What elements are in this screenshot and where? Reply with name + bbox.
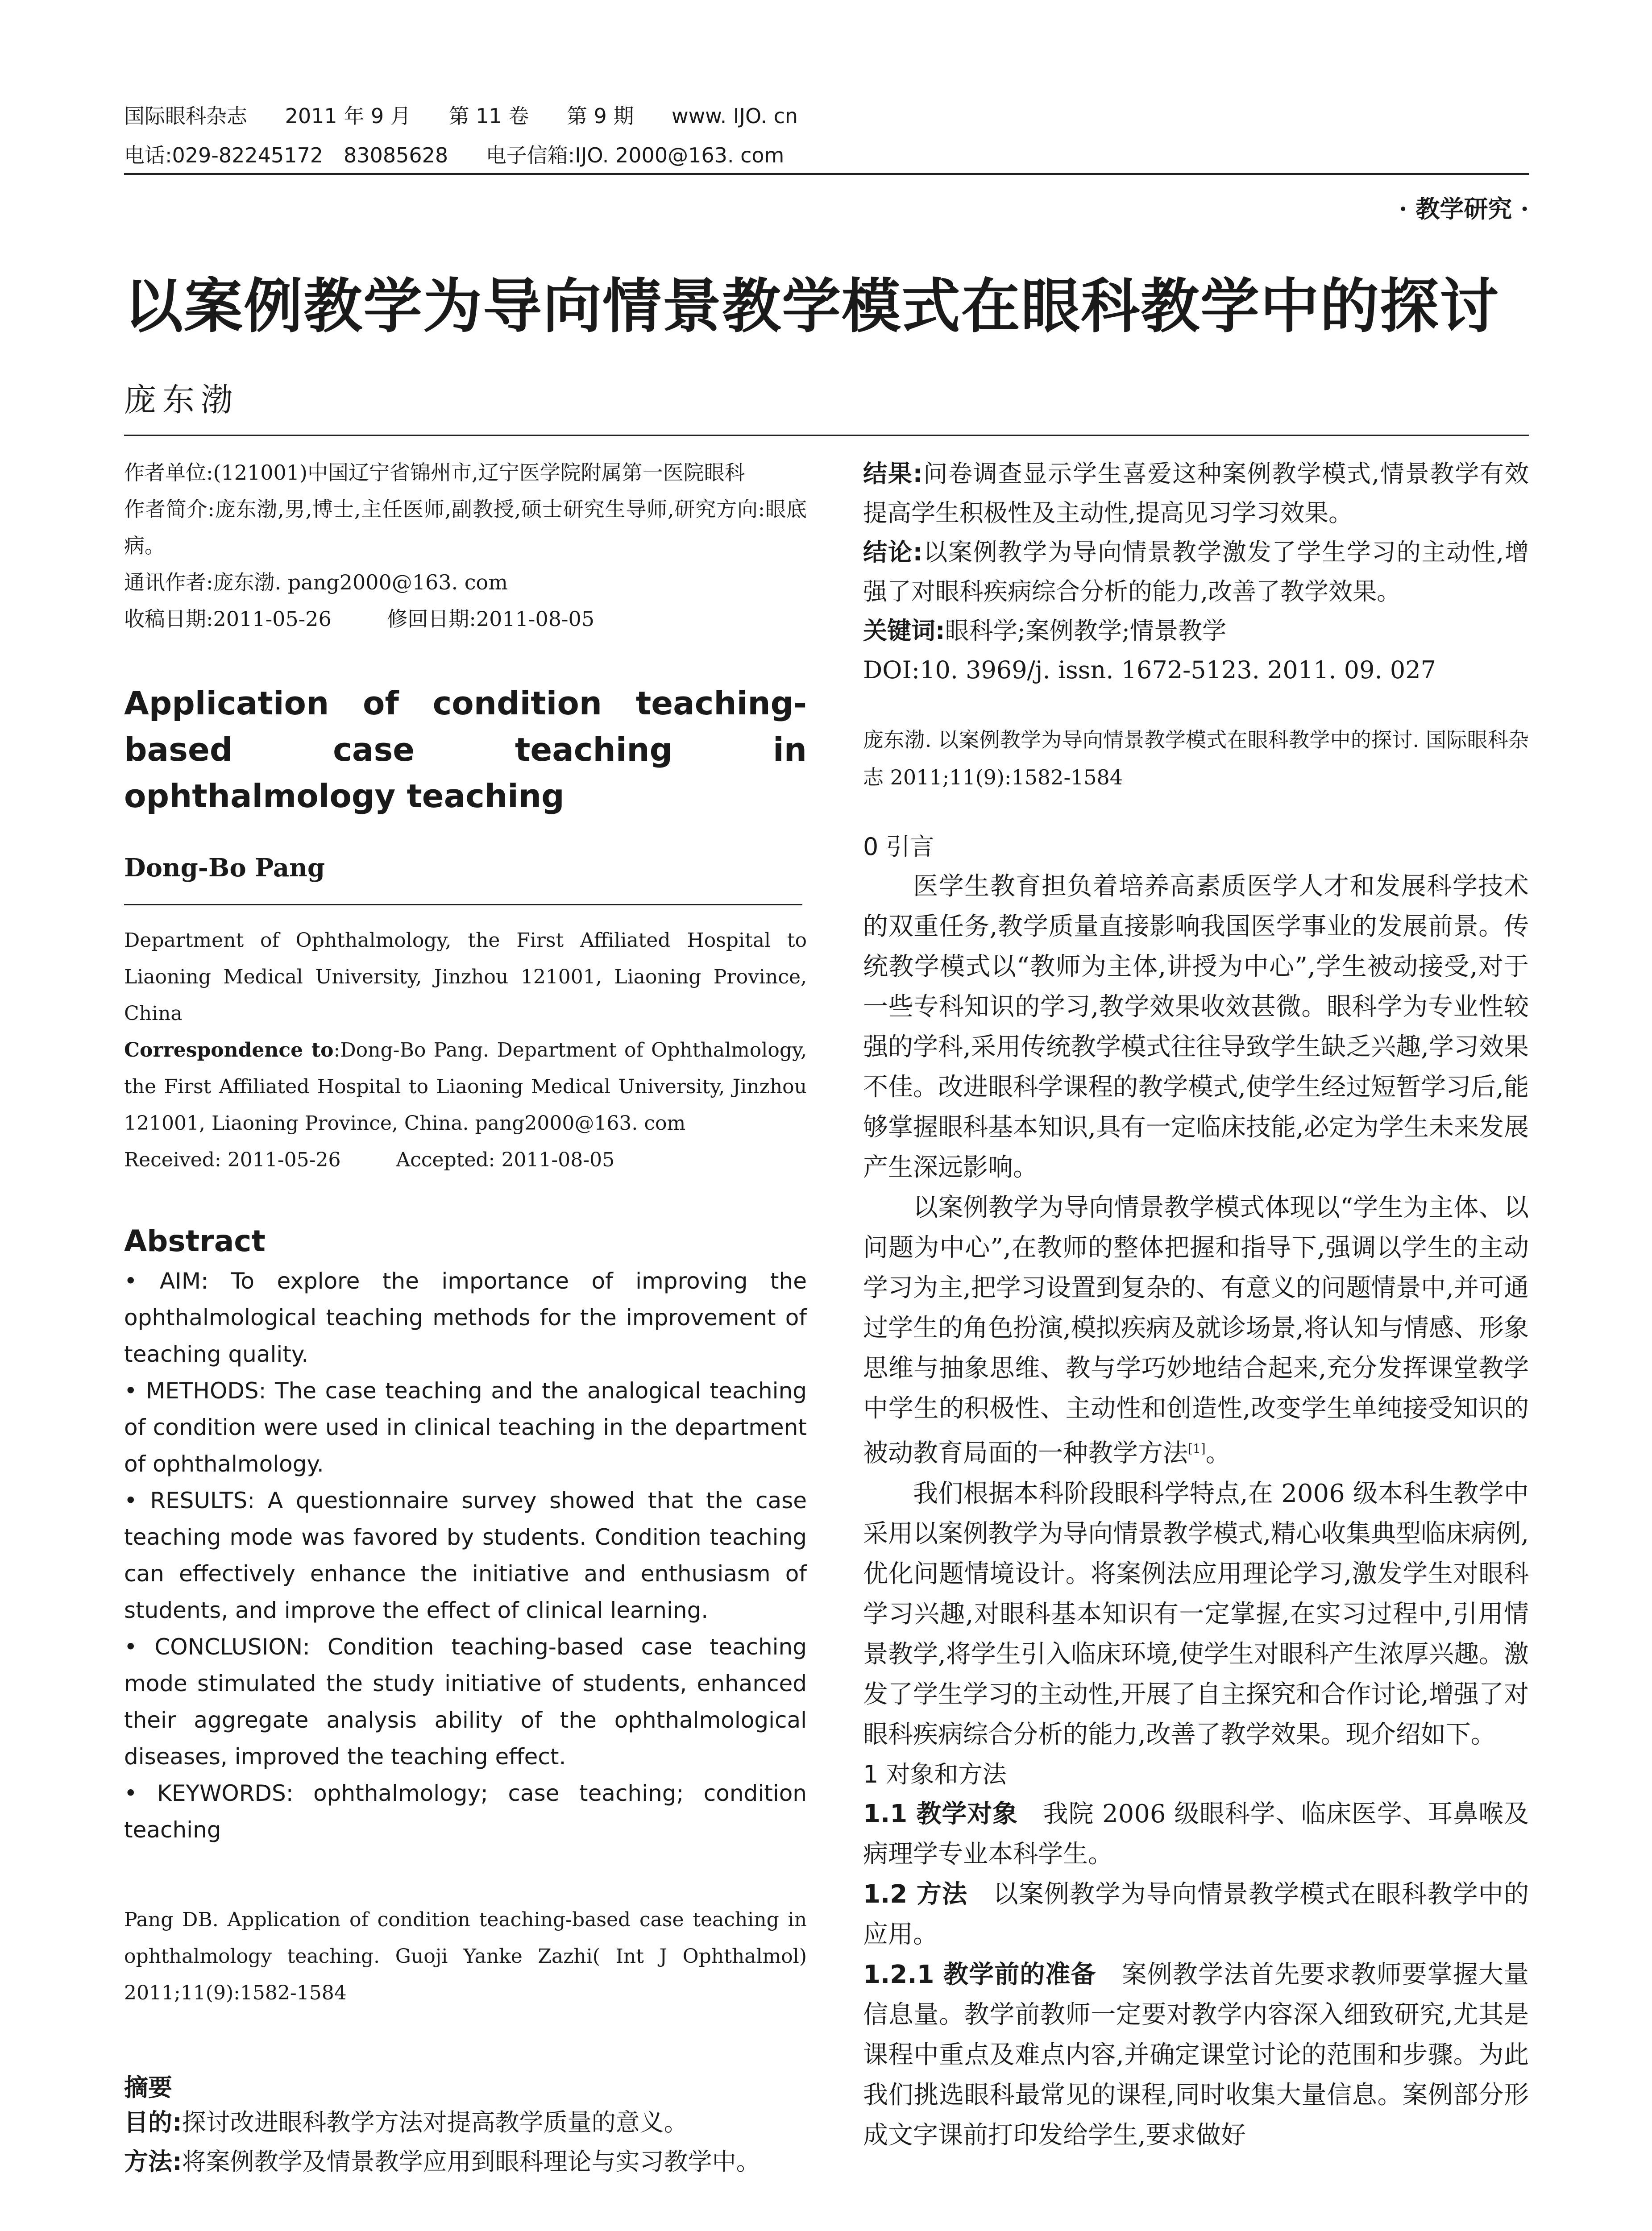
section-tag: · 教学研究 · xyxy=(1399,195,1529,223)
english-rule xyxy=(124,904,802,905)
cn-author-info xyxy=(124,454,807,637)
cn-keywords-label: 关键词: xyxy=(863,617,945,645)
abstract-methods: • METHODS: The case teaching and the analogical teaching of condition were used in clinical teaching in the department of ophthalmology. xyxy=(124,1378,807,1477)
header-rule xyxy=(124,173,1529,175)
english-title: Application of condition teaching-based case teaching in ophthalmology teaching xyxy=(124,684,807,815)
abstract-keywords: • KEYWORDS: ophthalmology; case teaching; condition teaching xyxy=(124,1780,807,1843)
phone: 电话:029-82245172 83085628 xyxy=(124,143,448,167)
english-dates xyxy=(124,1142,807,1178)
section-1-2-1-label: 1.2.1 教学前的准备 xyxy=(863,1960,1096,1989)
cn-conclusion-label: 结论: xyxy=(863,538,923,566)
section-1-1 xyxy=(863,1794,1529,1874)
english-received: Received: 2011-05-26 xyxy=(124,1149,341,1171)
title-rule xyxy=(124,435,1529,436)
correspondence-text: :Dong-Bo Pang. Department of Ophthalmology, the First Affiliated Hospital to Liaoning Medical University, Jinzhou 121001, Liaoning Province, China. pang2000@163. com xyxy=(124,1039,807,1135)
cn-affiliation: 作者单位:(121001)中国辽宁省锦州市,辽宁医学院附属第一医院眼科 xyxy=(124,460,745,485)
left-column xyxy=(124,454,807,2181)
cn-abstract-left xyxy=(124,2103,807,2181)
section-1-heading: 1 对象和方法 xyxy=(863,1760,1007,1788)
issue: 第 9 期 xyxy=(566,104,634,128)
email: 电子信箱:IJO. 2000@163. com xyxy=(486,143,784,167)
cn-abstract-conclusion xyxy=(863,533,1529,611)
english-affiliation-block xyxy=(124,922,807,1178)
cn-aim-label: 目的: xyxy=(124,2108,182,2136)
cn-abstract-keywords xyxy=(863,611,1529,651)
cn-methods-text: 将案例教学及情景教学应用到眼科理论与实习教学中。 xyxy=(182,2148,760,2176)
journal-name: 国际眼科杂志 xyxy=(124,104,247,128)
right-column xyxy=(863,454,1529,2156)
section-1-1-text: 我院 2006 级眼科学、临床医学、耳鼻喉及病理学专业本科学生。 xyxy=(863,1799,1529,1869)
section-1-2-1-text: 案例教学法首先要求教师要掌握大量信息量。教学前教师一定要对教学内容深入细致研究,尤其是课程中重点及难点内容,并确定课堂讨论的范围和步骤。为此我们挑选眼科最常见的课程,同时收集大量信息。案例部分形成文字课前打印发给学生,要求做好 xyxy=(863,1960,1529,2150)
cn-correspondence: 通讯作者:庞东渤. pang2000@163. com xyxy=(124,570,508,594)
cn-conclusion-text: 以案例教学为导向情景教学激发了学生学习的主动性,增强了对眼科疾病综合分析的能力,改善了教学效果。 xyxy=(863,538,1529,605)
journal-header-line-1 xyxy=(124,100,829,129)
cn-abstract-aim xyxy=(124,2103,807,2142)
section-1-2-text: 以案例教学为导向情景教学模式在眼科教学中的应用。 xyxy=(863,1879,1529,1949)
cn-bio: 作者简介:庞东渤,男,博士,主任医师,副教授,硕士研究生导师,研究方向:眼底病。 xyxy=(124,497,807,558)
volume: 第 11 卷 xyxy=(448,104,529,128)
cn-citation: 庞东渤. 以案例教学为导向情景教学模式在眼科教学中的探讨. 国际眼科杂志 2011;11(9):1582-1584 xyxy=(863,728,1529,789)
intro-heading: 0 引言 xyxy=(863,833,934,861)
section-1-1-label: 1.1 教学对象 xyxy=(863,1799,1018,1829)
article-body xyxy=(863,827,1529,2156)
cn-keywords-text: 眼科学;案例教学;情景教学 xyxy=(945,617,1226,645)
intro-paragraph-3: 我们根据本科阶段眼科学特点,在 2006 级本科生教学中采用以案例教学为导向情景教学模式,精心收集典型临床病例,优化问题情境设计。将案例法应用理论学习,激发学生对眼科学习兴趣,对眼科基本知识有一定掌握,在实习过程中,引用情景教学,将学生引入临床环境,使学生对眼科产生浓厚兴趣。激发了学生学习的主动性,开展了自主探究和合作讨论,增强了对眼科疾病综合分析的能力,改善了教学效果。现介绍如下。 xyxy=(863,1479,1529,1749)
english-abstract xyxy=(124,1263,807,1848)
cn-methods-label: 方法: xyxy=(124,2148,182,2176)
issue-date: 2011 年 9 月 xyxy=(285,104,411,128)
intro-p2-text: 以案例教学为导向情景教学模式体现以“学生为主体、以问题为中心”,在教师的整体把握和指导下,强调以学生的主动学习为主,把学习设置到复杂的、有意义的问题情景中,并可通过学生的角色扮演,模拟疾病及就诊场景,将认知与情感、形象思维与抽象思维、教与学巧妙地结合起来,充分发挥课堂教学中学生的积极性、主动性和创造性,改变学生单纯接受知识的被动教育局面的一种教学方法 xyxy=(863,1193,1529,1468)
cn-results-text: 问卷调查显示学生喜爱这种案例教学模式,情景教学有效提高学生积极性及主动性,提高见习学习效果。 xyxy=(863,460,1529,527)
intro-paragraph-1: 医学生教育担负着培养高素质医学人才和发展科学技术的双重任务,教学质量直接影响我国医学事业的发展前景。传统教学模式以“教师为主体,讲授为中心”,学生被动接受,对于一些专科知识的学习,教学效果收效甚微。眼科学为专业性较强的学科,采用传统教学模式往往导致学生缺乏兴趣,学习效果不佳。改进眼科学课程的教学模式,使学生经过短暂学习后,能够掌握眼科基本知识,具有一定临床技能,必定为学生未来发展产生深远影响。 xyxy=(863,872,1529,1182)
correspondence-label: Correspondence to xyxy=(124,1039,334,1062)
article-title: 以案例教学为导向情景教学模式在眼科教学中的探讨 xyxy=(124,272,1499,341)
intro-paragraph-2 xyxy=(863,1188,1529,1474)
english-correspondence xyxy=(124,1032,807,1142)
abstract-heading: Abstract xyxy=(124,1224,266,1258)
reference-1: [1] xyxy=(1188,1441,1206,1456)
cn-aim-text: 探讨改进眼科教学方法对提高教学质量的意义。 xyxy=(182,2108,688,2136)
cn-abstract-results xyxy=(863,454,1529,533)
website: www. IJO. cn xyxy=(672,104,798,128)
section-1-2-1 xyxy=(863,1955,1529,2156)
abstract-results: • RESULTS: A questionnaire survey showed that the case teaching mode was favored by students. Condition teaching can effectively enhance the initiative and enthusiasm of students, and improve the effect of clinical learning. xyxy=(124,1488,807,1623)
abstract-conclusion: • CONCLUSION: Condition teaching-based case teaching mode stimulated the study initiative of students, enhanced their aggregate analysis ability of the ophthalmological diseases, improved the teaching effect. xyxy=(124,1634,807,1770)
journal-header-line-2 xyxy=(124,139,815,169)
section-1-2 xyxy=(863,1874,1529,1955)
intro-p2-end: 。 xyxy=(1205,1439,1231,1468)
doi: DOI:10. 3969/j. issn. 1672-5123. 2011. 09. 027 xyxy=(863,656,1436,684)
abstract-aim: • AIM: To explore the importance of improving the ophthalmological teaching methods for the improvement of teaching quality. xyxy=(124,1268,807,1367)
english-citation: Pang DB. Application of condition teaching-based case teaching in ophthalmology teaching. Guoji Yanke Zazhi( Int J Ophthalmol) 2011;11(9):1582-1584 xyxy=(124,1908,807,2004)
cn-abstract-methods xyxy=(124,2142,807,2181)
cn-dates xyxy=(124,601,807,637)
cn-abstract-right xyxy=(863,454,1529,690)
cn-received: 收稿日期:2011-05-26 xyxy=(124,607,332,631)
cn-abstract-heading: 摘要 xyxy=(124,2073,172,2102)
cn-revised: 修回日期:2011-08-05 xyxy=(387,607,595,631)
english-author: Dong-Bo Pang xyxy=(124,853,325,883)
english-affiliation: Department of Ophthalmology, the First Affiliated Hospital to Liaoning Medical University, Jinzhou 121001, Liaoning Province, China xyxy=(124,929,807,1025)
cn-results-label: 结果: xyxy=(863,460,923,488)
section-1-2-label: 1.2 方法 xyxy=(863,1879,968,1909)
article-author: 庞东渤 xyxy=(124,381,240,419)
english-accepted: Accepted: 2011-08-05 xyxy=(396,1149,615,1171)
